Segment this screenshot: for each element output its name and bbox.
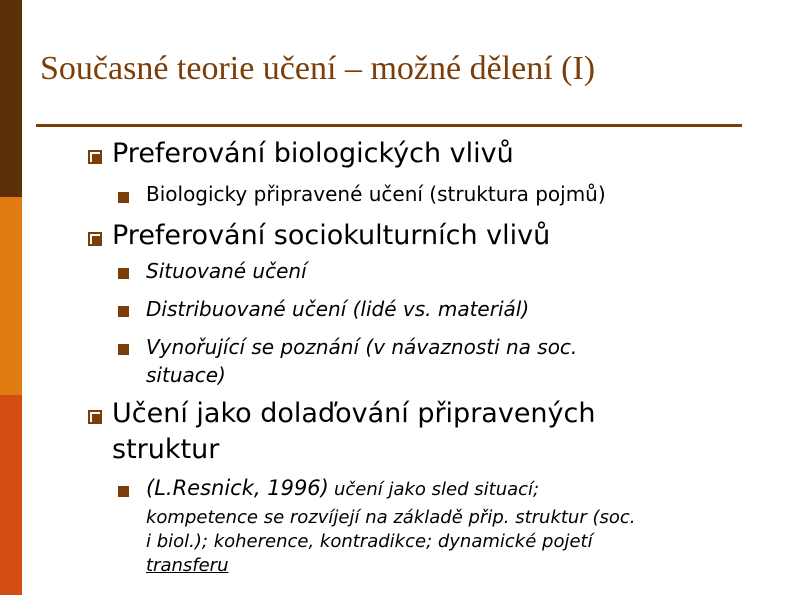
sub-bullet-3-1-line3: i biol.); koherence, kontradikce; dynamické pojetí: [146, 531, 593, 552]
sub-bullet-2-2: Distribuované učení (lidé vs. materiál): [146, 297, 530, 321]
bullet-square-icon: [118, 192, 129, 203]
sub-bullet-3-1-line1: (L.Resnick, 1996) učení jako sled situací;: [146, 476, 540, 500]
bullet-square-icon: [88, 410, 102, 424]
sub-bullet-2-3-line2: situace): [146, 363, 226, 387]
bullet-item-2: Preferování sociokulturních vlivů: [112, 220, 551, 251]
sub-bullet-3-1-line2: kompetence se rozvíjejí na základě přip. struktur (soc.: [146, 507, 636, 528]
bullet-item-3-line2: struktur: [112, 434, 220, 465]
slide-title: Současné teorie učení – možné dělení (I): [40, 50, 596, 87]
sub-bullet-3-1-line4: transferu: [146, 555, 229, 576]
sub-bullet-2-1: Situované učení: [146, 259, 307, 283]
bullet-item-3-line1: Učení jako dolaďování připravených: [112, 398, 596, 429]
bullet-square-icon: [118, 486, 129, 497]
bullet-item-1: Preferování biologických vlivů: [112, 138, 514, 169]
side-bar-middle: [0, 197, 22, 395]
bullet-square-icon: [118, 306, 129, 317]
side-bar-bottom: [0, 395, 22, 595]
sub-bullet-1-1: Biologicky připravené učení (struktura pojmů): [146, 182, 606, 206]
title-divider: [36, 124, 742, 127]
bullet-square-icon: [118, 268, 129, 279]
side-bar-top: [0, 0, 22, 197]
sub-bullet-2-3-line1: Vynořující se poznání (v návaznosti na soc.: [146, 335, 578, 359]
bullet-square-icon: [118, 344, 129, 355]
bullet-square-icon: [88, 150, 102, 164]
bullet-square-icon: [88, 232, 102, 246]
